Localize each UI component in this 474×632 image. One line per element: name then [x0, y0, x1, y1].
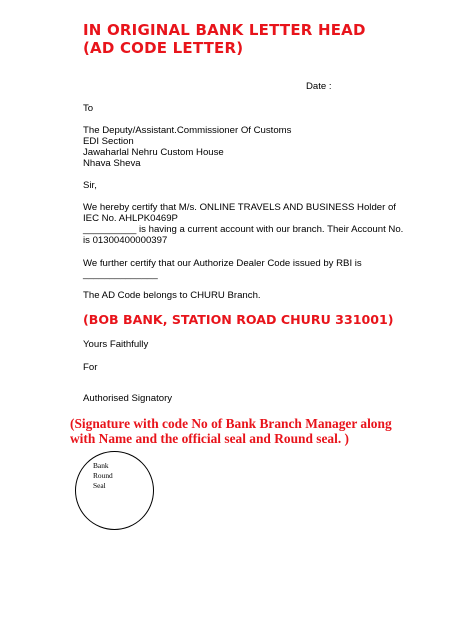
- address-line-3: Jawaharlal Nehru Custom House: [83, 147, 224, 158]
- certify-line-4: is 01300400000397: [83, 235, 168, 246]
- address-line-4: Nhava Sheva: [83, 158, 141, 169]
- ad-code-line-1: We further certify that our Authorize Dealer Code issued by RBI is: [83, 258, 362, 269]
- certify-line-1: We hereby certify that M/s. ONLINE TRAVELS AND BUSINESS Holder of: [83, 202, 396, 213]
- seal-line-2: Round: [93, 471, 113, 480]
- seal-line-3: Seal: [93, 481, 106, 490]
- round-seal-circle: [75, 451, 154, 530]
- address-line-2: EDI Section: [83, 136, 134, 147]
- ad-code-line-2: ______________: [83, 269, 158, 280]
- heading-line-1: IN ORIGINAL BANK LETTER HEAD: [83, 21, 366, 39]
- to-label: To: [83, 103, 94, 114]
- signature-note-line-1: (Signature with code No of Bank Branch Manager along: [70, 416, 392, 431]
- certify-line-2: IEC No. AHLPK0469P: [83, 213, 178, 224]
- signature-note-line-2: with Name and the official seal and Round seal. ): [70, 431, 349, 446]
- signatory-label: Authorised Signatory: [83, 393, 173, 404]
- heading-line-2: (AD CODE LETTER): [83, 39, 244, 57]
- signature-note: [70, 416, 470, 446]
- certify-line-3: __________ is having a current account with our branch. Their Account No.: [83, 224, 404, 235]
- salutation: Sir,: [83, 180, 97, 191]
- for-label: For: [83, 362, 98, 373]
- seal-line-1: Bank: [93, 461, 109, 470]
- letter-heading: [83, 21, 366, 57]
- date-label: Date :: [306, 81, 332, 92]
- address-line-1: The Deputy/Assistant.Commissioner Of Customs: [83, 125, 292, 136]
- seal-text: [93, 461, 113, 491]
- bank-name: (BOB BANK, STATION ROAD CHURU 331001): [83, 312, 394, 327]
- closing: Yours Faithfully: [83, 339, 149, 350]
- branch-line: The AD Code belongs to CHURU Branch.: [83, 290, 261, 301]
